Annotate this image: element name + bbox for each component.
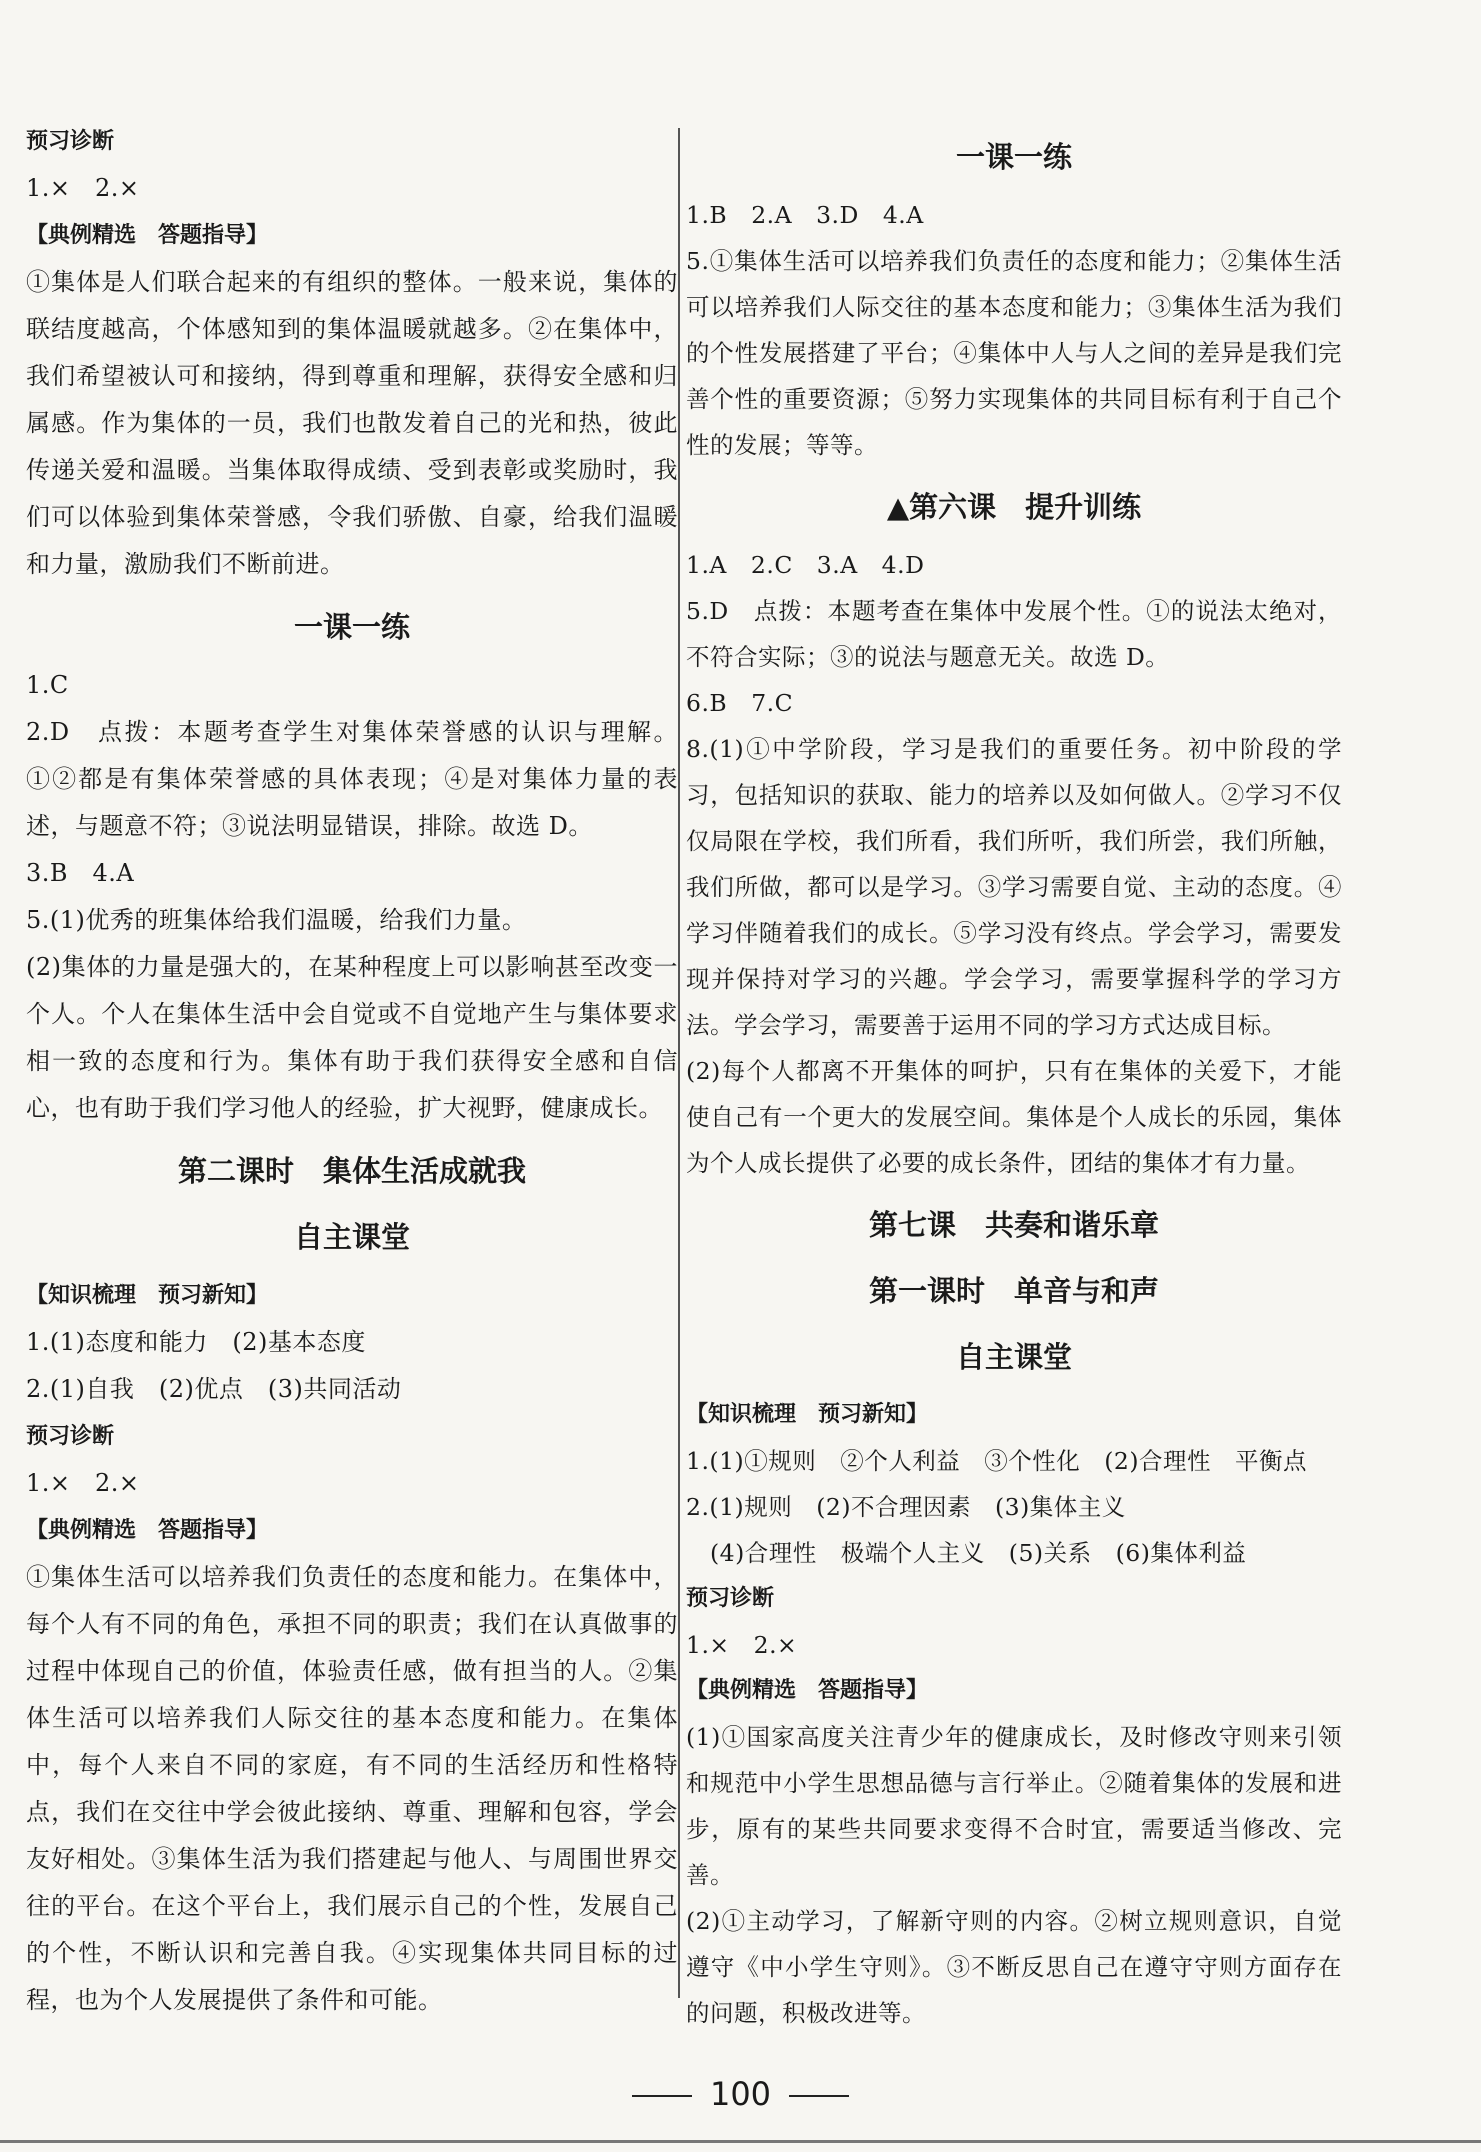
answer-paragraph: (2)①主动学习，了解新守则的内容。②树立规则意识，自觉遵守《中小学生守则》。③不断反思自己在遵守守则方面存在的问题，积极改进等。 [686, 1907, 1342, 2027]
section-heading: 一课一练 [955, 140, 1072, 174]
answer-paragraph: 2.(1)规则 (2)不合理因素 (3)集体主义 [686, 1493, 1126, 1521]
answer-paragraph: ①集体生活可以培养我们负责任的态度和能力。在集体中，每个人有不同的角色，承担不同的职责；我们在认真做事的过程中体现自己的价值，体验责任感，做有担当的人。②集体生活可以培养我们人际交往的基本态度和能力。在集体中，每个人来自不同的家庭，有不同的生活经历和性格特点，我们在交往中学会彼此接纳、尊重、理解和包容，学会友好相处。③集体生活为我们搭建起与他人、与周围世界交往的平台。在这个平台上，我们展示自己的个性，发展自己的个性，不断认识和完善自我。④实现集体共同目标的过程，也为个人发展提供了条件和可能。 [26, 1563, 678, 2014]
answer-paragraph: 5.①集体生活可以培养我们负责任的态度和能力；②集体生活可以培养我们人际交往的基本态度和能力；③集体生活为我们的个性发展搭建了平台；④集体中人与人之间的差异是我们完善个性的重要资源；⑤努力实现集体的共同目标有利于自己个性的发展；等等。 [686, 247, 1342, 459]
answer-paragraph: 5.D 点拨：本题考查在集体中发展个性。①的说法太绝对，不符合实际；③的说法与题意无关。故选 D。 [686, 597, 1342, 671]
section-heading: 自主课堂 [293, 1220, 410, 1254]
page-number-rule-left [632, 2095, 692, 2097]
page-number-text: 100 [709, 2075, 772, 2113]
left-column [26, 118, 678, 2024]
answer-paragraph: 2.(1)自我 (2)优点 (3)共同活动 [26, 1375, 402, 1403]
answer-paragraph: 1.× 2.× [26, 174, 140, 202]
answer-paragraph: (2)集体的力量是强大的，在某种程度上可以影响甚至改变一个人。个人在集体生活中会自觉或不自觉地产生与集体要求相一致的态度和行为。集体有助于我们获得安全感和自信心，也有助于我们学习他人的经验，扩大视野，健康成长。 [26, 953, 678, 1122]
section-heading: ▲第六课 提升训练 [886, 490, 1142, 524]
answer-paragraph: (2)每个人都离不开集体的呵护，只有在集体的关爱下，才能使自己有一个更大的发展空间。集体是个人成长的乐园，集体为个人成长提供了必要的成长条件，团结的集体才有力量。 [686, 1057, 1342, 1177]
answer-paragraph: 5.(1)优秀的班集体给我们温暖，给我们力量。 [26, 906, 527, 934]
section-label: 预习诊断 [26, 1424, 115, 1449]
answer-paragraph: ①集体是人们联合起来的有组织的整体。一般来说，集体的联结度越高，个体感知到的集体温暖就越多。②在集体中，我们希望被认可和接纳，得到尊重和理解，获得安全感和归属感。作为集体的一员，我们也散发着自己的光和热，彼此传递关爱和温暖。当集体取得成绩、受到表彰或奖励时，我们可以体验到集体荣誉感，令我们骄傲、自豪，给我们温暖和力量，激励我们不断前进。 [26, 268, 678, 578]
answer-paragraph: 1.× 2.× [686, 1631, 798, 1659]
answer-paragraph: 2.D 点拨：本题考查学生对集体荣誉感的认识与理解。①②都是有集体荣誉感的具体表现；④是对集体力量的表述，与题意不符；③说法明显错误，排除。故选 D。 [26, 718, 678, 840]
answer-paragraph: 8.(1)①中学阶段，学习是我们的重要任务。初中阶段的学习，包括知识的获取、能力的培养以及如何做人。②学习不仅仅局限在学校，我们所看，我们所听，我们所尝，我们所触，我们所做，都可以是学习。③学习需要自觉、主动的态度。④学习伴随着我们的成长。⑤学习没有终点。学会学习，需要发现并保持对学习的兴趣。学会学习，需要掌握科学的学习方法。学会学习，需要善于运用不同的学习方式达成目标。 [686, 735, 1342, 1039]
section-label: 【典例精选 答题指导】 [686, 1678, 929, 1703]
section-label: 预习诊断 [686, 1586, 775, 1611]
section-heading: 第七课 共奏和谐乐章 [868, 1208, 1159, 1242]
answer-paragraph: 3.B 4.A [26, 859, 135, 887]
page-number-rule-right [789, 2095, 849, 2097]
section-label: 【典例精选 答题指导】 [26, 223, 269, 248]
answer-paragraph: (1)①国家高度关注青少年的健康成长，及时修改守则来引领和规范中小学生思想品德与言行举止。②随着集体的发展和进步，原有的某些共同要求变得不合时宜，需要适当修改、完善。 [686, 1723, 1342, 1889]
section-label: 预习诊断 [26, 129, 115, 154]
answer-paragraph: 1.B 2.A 3.D 4.A [686, 201, 924, 229]
section-heading: 第一课时 单音与和声 [868, 1274, 1159, 1308]
answer-paragraph: (4)合理性 极端个人主义 (5)关系 (6)集体利益 [686, 1539, 1247, 1567]
section-label: 【知识梳理 预习新知】 [26, 1283, 269, 1308]
answer-paragraph: 1.(1)①规则 ②个人利益 ③个性化 (2)合理性 平衡点 [686, 1447, 1307, 1475]
section-label: 【典例精选 答题指导】 [26, 1518, 269, 1543]
answer-paragraph: 1.(1)态度和能力 (2)基本态度 [26, 1328, 366, 1356]
answer-paragraph: 6.B 7.C [686, 689, 794, 717]
answer-paragraph: 1.A 2.C 3.A 4.D [686, 551, 925, 579]
footer-rule [0, 2140, 1481, 2143]
section-heading: 自主课堂 [955, 1340, 1072, 1374]
answer-paragraph: 1.C [26, 671, 69, 699]
column-divider [678, 128, 680, 1998]
section-heading: 一课一练 [293, 610, 410, 644]
right-column [686, 118, 1342, 2036]
answer-paragraph: 1.× 2.× [26, 1469, 140, 1497]
page-number [0, 2075, 1481, 2113]
section-label: 【知识梳理 预习新知】 [686, 1402, 929, 1427]
section-heading: 第二课时 集体生活成就我 [177, 1154, 526, 1188]
